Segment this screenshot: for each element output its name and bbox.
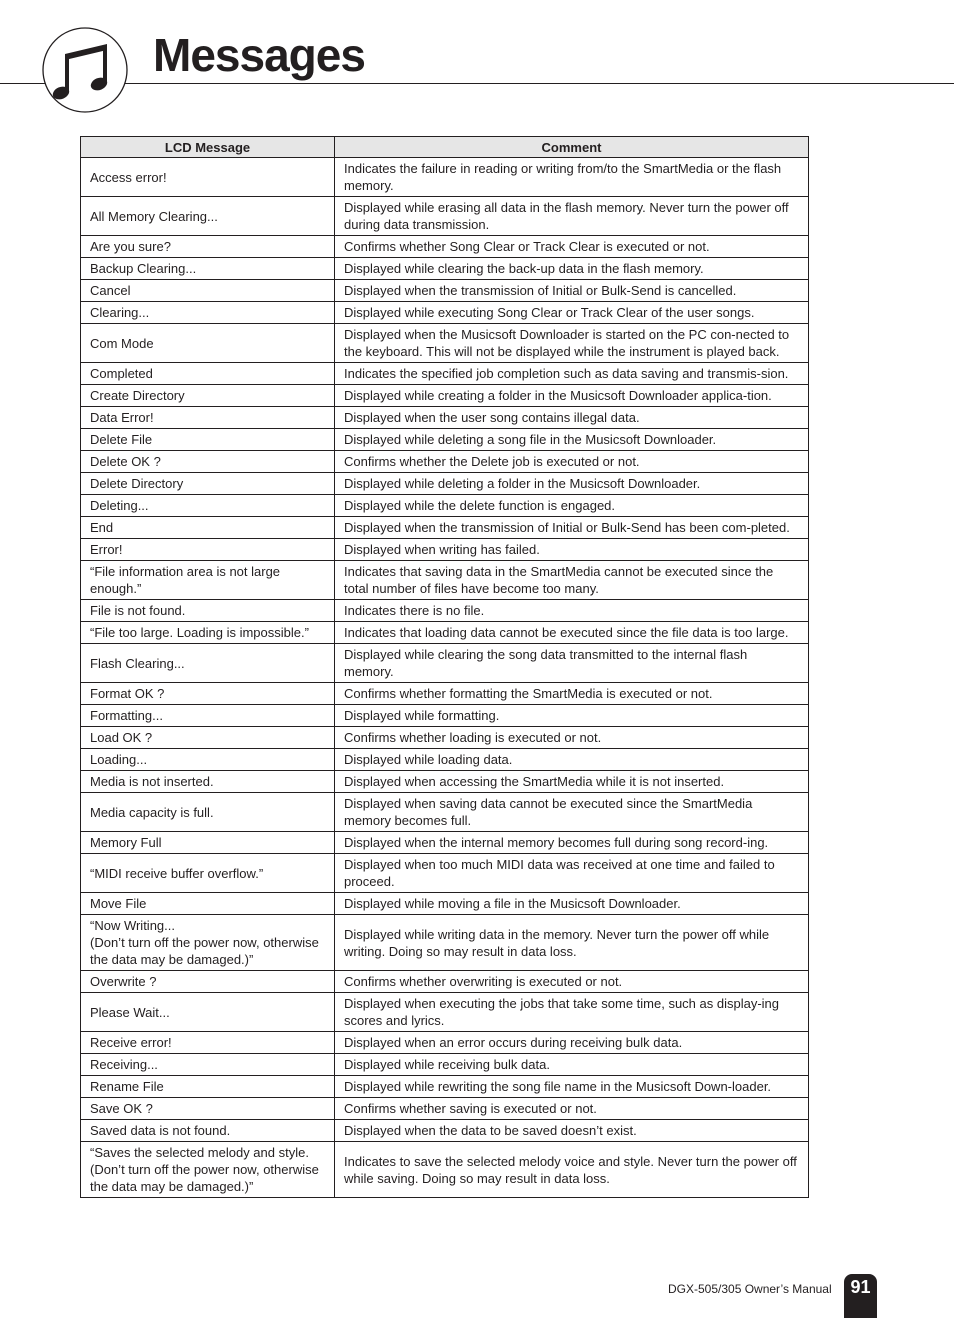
lcd-message-cell: Completed bbox=[81, 363, 335, 385]
lcd-message-cell: Receiving... bbox=[81, 1054, 335, 1076]
lcd-message-cell: “MIDI receive buffer overflow.” bbox=[81, 854, 335, 893]
comment-cell: Displayed when the internal memory becomes full during song record-ing. bbox=[335, 832, 809, 854]
lcd-message-cell: Create Directory bbox=[81, 385, 335, 407]
table-row bbox=[81, 1098, 809, 1120]
lcd-message-cell: All Memory Clearing... bbox=[81, 197, 335, 236]
comment-cell: Displayed while loading data. bbox=[335, 749, 809, 771]
table-row bbox=[81, 258, 809, 280]
table-row bbox=[81, 771, 809, 793]
lcd-message-cell: Data Error! bbox=[81, 407, 335, 429]
lcd-message-cell: Delete OK ? bbox=[81, 451, 335, 473]
comment-cell: Confirms whether overwriting is executed or not. bbox=[335, 971, 809, 993]
table-row bbox=[81, 561, 809, 600]
table-row bbox=[81, 280, 809, 302]
table-row bbox=[81, 236, 809, 258]
lcd-message-cell: Format OK ? bbox=[81, 683, 335, 705]
comment-cell: Confirms whether Song Clear or Track Clear is executed or not. bbox=[335, 236, 809, 258]
lcd-message-cell: Are you sure? bbox=[81, 236, 335, 258]
comment-cell: Confirms whether loading is executed or not. bbox=[335, 727, 809, 749]
comment-cell: Displayed when an error occurs during receiving bulk data. bbox=[335, 1032, 809, 1054]
lcd-message-cell: Cancel bbox=[81, 280, 335, 302]
column-header-comment: Comment bbox=[335, 137, 809, 158]
lcd-message-cell: Com Mode bbox=[81, 324, 335, 363]
comment-cell: Displayed while clearing the song data transmitted to the internal flash memory. bbox=[335, 644, 809, 683]
lcd-message-cell: Media capacity is full. bbox=[81, 793, 335, 832]
table-row bbox=[81, 832, 809, 854]
music-note-icon bbox=[42, 27, 128, 113]
table-row bbox=[81, 1076, 809, 1098]
table-row bbox=[81, 1054, 809, 1076]
comment-cell: Confirms whether saving is executed or not. bbox=[335, 1098, 809, 1120]
lcd-message-cell: Overwrite ? bbox=[81, 971, 335, 993]
comment-cell: Displayed while erasing all data in the flash memory. Never turn the power off during data transmission. bbox=[335, 197, 809, 236]
comment-cell: Displayed while creating a folder in the Musicsoft Downloader applica-tion. bbox=[335, 385, 809, 407]
table-row bbox=[81, 705, 809, 727]
table-row bbox=[81, 324, 809, 363]
lcd-message-cell: Error! bbox=[81, 539, 335, 561]
table-row bbox=[81, 993, 809, 1032]
table-row bbox=[81, 915, 809, 971]
lcd-message-cell: “Saves the selected melody and style. (Don’t turn off the power now, otherwise the data may be damaged.)” bbox=[81, 1142, 335, 1198]
lcd-message-cell: “Now Writing... (Don’t turn off the power now, otherwise the data may be damaged.)” bbox=[81, 915, 335, 971]
comment-cell: Indicates that saving data in the SmartMedia cannot be executed since the total number of files have become too many. bbox=[335, 561, 809, 600]
comment-cell: Displayed when writing has failed. bbox=[335, 539, 809, 561]
comment-cell: Displayed while the delete function is engaged. bbox=[335, 495, 809, 517]
table-row bbox=[81, 539, 809, 561]
table-row bbox=[81, 793, 809, 832]
lcd-message-cell: Formatting... bbox=[81, 705, 335, 727]
lcd-message-cell: Backup Clearing... bbox=[81, 258, 335, 280]
messages-table bbox=[80, 136, 809, 1198]
comment-cell: Confirms whether formatting the SmartMedia is executed or not. bbox=[335, 683, 809, 705]
lcd-message-cell: Media is not inserted. bbox=[81, 771, 335, 793]
comment-cell: Displayed while deleting a folder in the Musicsoft Downloader. bbox=[335, 473, 809, 495]
lcd-message-cell: Delete Directory bbox=[81, 473, 335, 495]
table-row bbox=[81, 971, 809, 993]
comment-cell: Displayed while clearing the back-up data in the flash memory. bbox=[335, 258, 809, 280]
lcd-message-cell: Delete File bbox=[81, 429, 335, 451]
comment-cell: Confirms whether the Delete job is executed or not. bbox=[335, 451, 809, 473]
table-row bbox=[81, 1120, 809, 1142]
page-title: Messages bbox=[153, 29, 365, 81]
table-row bbox=[81, 1142, 809, 1198]
table-row bbox=[81, 683, 809, 705]
lcd-message-cell: Flash Clearing... bbox=[81, 644, 335, 683]
comment-cell: Displayed when executing the jobs that take some time, such as display-ing scores and lyrics. bbox=[335, 993, 809, 1032]
comment-cell: Displayed when accessing the SmartMedia while it is not inserted. bbox=[335, 771, 809, 793]
comment-cell: Displayed when the user song contains illegal data. bbox=[335, 407, 809, 429]
table-row bbox=[81, 197, 809, 236]
table-row bbox=[81, 473, 809, 495]
page-number: 91 bbox=[850, 1277, 871, 1297]
manual-title: DGX-505/305 Owner’s Manual bbox=[668, 1282, 832, 1296]
comment-cell: Displayed when the transmission of Initial or Bulk-Send has been com-pleted. bbox=[335, 517, 809, 539]
lcd-message-cell: Deleting... bbox=[81, 495, 335, 517]
lcd-message-cell: Loading... bbox=[81, 749, 335, 771]
comment-cell: Displayed while formatting. bbox=[335, 705, 809, 727]
comment-cell: Indicates the specified job completion such as data saving and transmis-sion. bbox=[335, 363, 809, 385]
comment-cell: Displayed when saving data cannot be executed since the SmartMedia memory becomes full. bbox=[335, 793, 809, 832]
comment-cell: Displayed while deleting a song file in the Musicsoft Downloader. bbox=[335, 429, 809, 451]
lcd-message-cell: Memory Full bbox=[81, 832, 335, 854]
comment-cell: Displayed while executing Song Clear or Track Clear of the user songs. bbox=[335, 302, 809, 324]
table-row bbox=[81, 893, 809, 915]
lcd-message-cell: Please Wait... bbox=[81, 993, 335, 1032]
comment-cell: Displayed when the Musicsoft Downloader is started on the PC con-nected to the keyboard. This will not be displayed while the instrument is played back. bbox=[335, 324, 809, 363]
table-row bbox=[81, 517, 809, 539]
comment-cell: Indicates that loading data cannot be executed since the file data is too large. bbox=[335, 622, 809, 644]
comment-cell: Indicates there is no file. bbox=[335, 600, 809, 622]
lcd-message-cell: Receive error! bbox=[81, 1032, 335, 1054]
table-row bbox=[81, 451, 809, 473]
table-row bbox=[81, 854, 809, 893]
comment-cell: Displayed when the transmission of Initial or Bulk-Send is cancelled. bbox=[335, 280, 809, 302]
table-row bbox=[81, 622, 809, 644]
table-row bbox=[81, 600, 809, 622]
lcd-message-cell: End bbox=[81, 517, 335, 539]
table-header-row bbox=[81, 137, 809, 158]
comment-cell: Indicates to save the selected melody voice and style. Never turn the power off while saving. Doing so may result in data loss. bbox=[335, 1142, 809, 1198]
lcd-message-cell: Saved data is not found. bbox=[81, 1120, 335, 1142]
comment-cell: Displayed while receiving bulk data. bbox=[335, 1054, 809, 1076]
table-row bbox=[81, 727, 809, 749]
table-row bbox=[81, 385, 809, 407]
table-row bbox=[81, 1032, 809, 1054]
lcd-message-cell: Rename File bbox=[81, 1076, 335, 1098]
table-row bbox=[81, 302, 809, 324]
table-row bbox=[81, 429, 809, 451]
header-rule bbox=[0, 83, 954, 84]
comment-cell: Displayed while moving a file in the Musicsoft Downloader. bbox=[335, 893, 809, 915]
comment-cell: Displayed when too much MIDI data was received at one time and failed to proceed. bbox=[335, 854, 809, 893]
lcd-message-cell: “File too large. Loading is impossible.” bbox=[81, 622, 335, 644]
lcd-message-cell: Load OK ? bbox=[81, 727, 335, 749]
lcd-message-cell: File is not found. bbox=[81, 600, 335, 622]
lcd-message-cell: Access error! bbox=[81, 158, 335, 197]
comment-cell: Displayed while rewriting the song file name in the Musicsoft Down-loader. bbox=[335, 1076, 809, 1098]
comment-cell: Displayed when the data to be saved doesn’t exist. bbox=[335, 1120, 809, 1142]
table-row bbox=[81, 363, 809, 385]
lcd-message-cell: “File information area is not large enough.” bbox=[81, 561, 335, 600]
comment-cell: Displayed while writing data in the memory. Never turn the power off while writing. Doing so may result in data loss. bbox=[335, 915, 809, 971]
column-header-lcd-message: LCD Message bbox=[81, 137, 335, 158]
table-row bbox=[81, 749, 809, 771]
table-body bbox=[81, 158, 809, 1198]
table-row bbox=[81, 644, 809, 683]
comment-cell: Indicates the failure in reading or writing from/to the SmartMedia or the flash memory. bbox=[335, 158, 809, 197]
table-row bbox=[81, 495, 809, 517]
table-row bbox=[81, 158, 809, 197]
table-row bbox=[81, 407, 809, 429]
lcd-message-cell: Clearing... bbox=[81, 302, 335, 324]
lcd-message-cell: Save OK ? bbox=[81, 1098, 335, 1120]
lcd-message-cell: Move File bbox=[81, 893, 335, 915]
